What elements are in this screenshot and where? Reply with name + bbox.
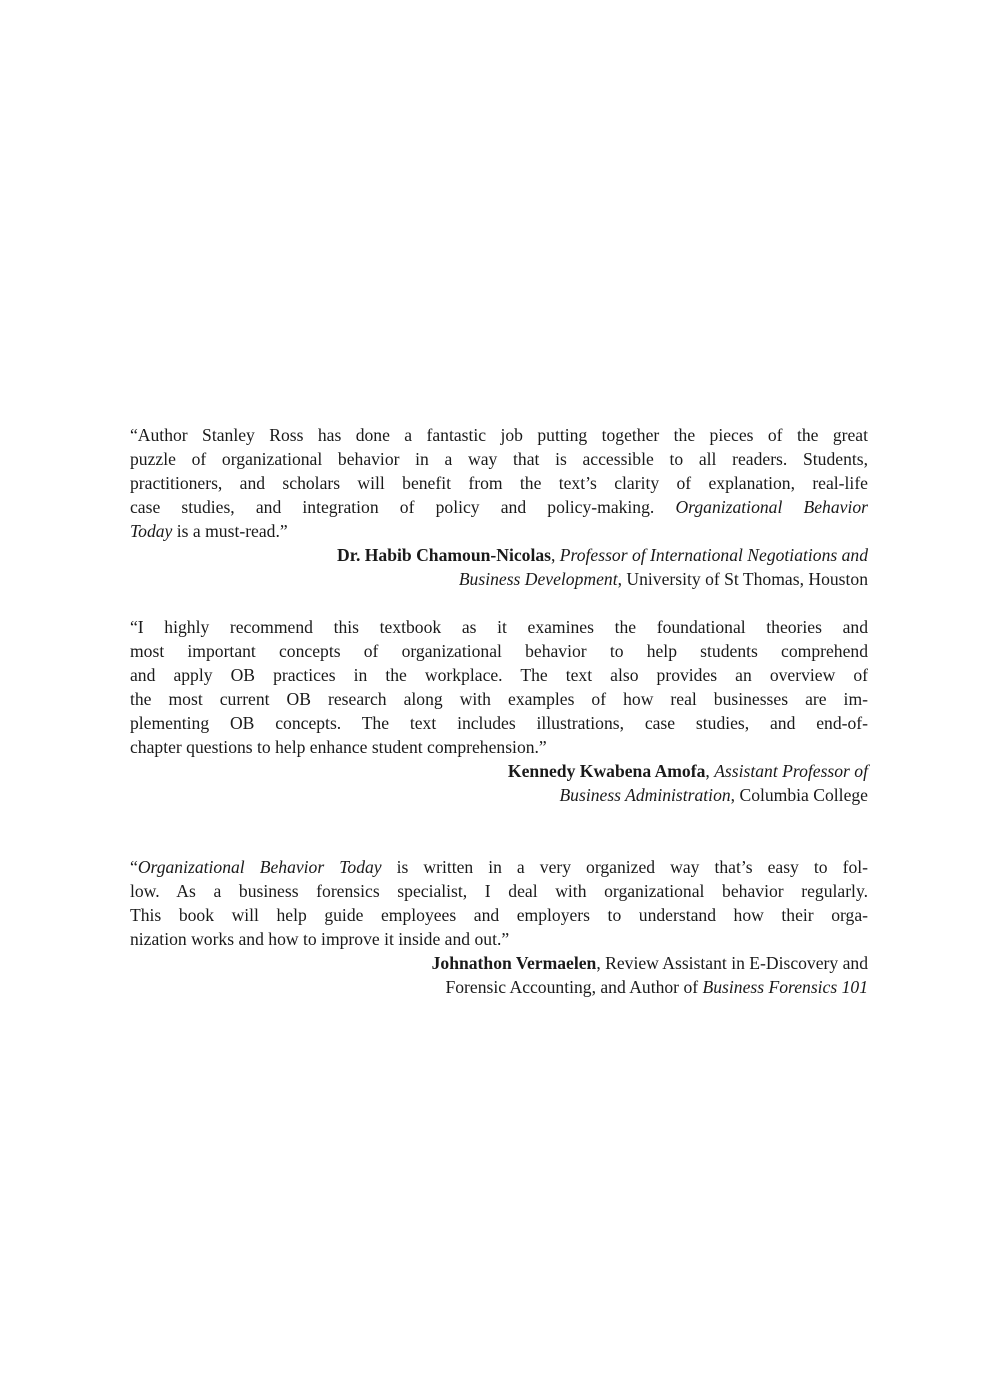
- attribution-line: [130, 975, 868, 999]
- text-span: Forensic Accounting, and Author of: [445, 977, 703, 997]
- text-span: plementing OB concepts. The text includes illustrations, case studies, and end-of-: [130, 713, 868, 733]
- text-span: is written in a very organized way that’s easy to fol-: [381, 857, 868, 877]
- quote-line: [130, 735, 868, 759]
- quote-line: [130, 471, 868, 495]
- text-span: , University of St Thomas, Houston: [617, 569, 868, 589]
- text-span: , Review Assistant in E-Discovery and: [596, 953, 868, 973]
- quote-line: [130, 495, 868, 519]
- attribution-line: [130, 543, 868, 567]
- text-span: nization works and how to improve it inside and out.”: [130, 929, 510, 949]
- text-span: the most current OB research along with examples of how real businesses are im-: [130, 689, 868, 709]
- quote-line: [130, 663, 868, 687]
- quote-line: [130, 639, 868, 663]
- text-span: and apply OB practices in the workplace. The text also provides an overview of: [130, 665, 868, 685]
- italic-text: Business Development: [458, 569, 618, 589]
- attribution-line: [130, 951, 868, 975]
- quote-line: [130, 519, 868, 543]
- text-span: ,: [705, 761, 715, 781]
- testimonial-1: [130, 423, 868, 591]
- attribution-line: [130, 759, 868, 783]
- attribution-line: [130, 783, 868, 807]
- text-span: This book will help guide employees and employers to understand how their orga-: [130, 905, 868, 925]
- quote-line: [130, 423, 868, 447]
- quote-line: [130, 687, 868, 711]
- text-span: “Author Stanley Ross has done a fantastic job putting together the pieces of the great: [130, 425, 868, 445]
- text-span: “: [130, 857, 138, 877]
- quote-line: [130, 711, 868, 735]
- italic-text: Business Forensics 101: [702, 977, 868, 997]
- text-span: low. As a business forensics specialist, I deal with organizational behavior regularly.: [130, 881, 868, 901]
- text-span: is a must-read.”: [172, 521, 288, 541]
- quote-line: [130, 903, 868, 927]
- author-name: Kennedy Kwabena Amofa: [507, 761, 706, 781]
- quote-line: [130, 855, 868, 879]
- quote-line: [130, 615, 868, 639]
- quote-line: [130, 879, 868, 903]
- testimonial-2: [130, 615, 868, 807]
- italic-text: Business Administration: [559, 785, 731, 805]
- text-span: chapter questions to help enhance student comprehension.”: [130, 737, 547, 757]
- quote-line: [130, 927, 868, 951]
- testimonial-3: [130, 855, 868, 999]
- italic-text: Organizational Behavior Today: [137, 857, 382, 877]
- text-span: most important concepts of organizational behavior to help students comprehend: [130, 641, 868, 661]
- attribution-line: [130, 567, 868, 591]
- author-name: Johnathon Vermaelen: [431, 953, 597, 973]
- text-span: practitioners, and scholars will benefit from the text’s clarity of explanation, real-life: [130, 473, 868, 493]
- italic-text: Professor of International Negotiations and: [559, 545, 868, 565]
- text-span: case studies, and integration of policy and policy-making.: [130, 497, 676, 517]
- italic-text: Assistant Professor of: [714, 761, 868, 781]
- text-span: “I highly recommend this textbook as it examines the foundational theories and: [130, 617, 868, 637]
- text-span: puzzle of organizational behavior in a way that is accessible to all readers. Students,: [130, 449, 868, 469]
- text-span: ,: [550, 545, 560, 565]
- italic-text: Organizational Behavior: [675, 497, 868, 517]
- italic-text: Today: [130, 521, 173, 541]
- text-span: , Columbia College: [730, 785, 868, 805]
- quote-line: [130, 447, 868, 471]
- author-name: Dr. Habib Chamoun-Nicolas: [337, 545, 551, 565]
